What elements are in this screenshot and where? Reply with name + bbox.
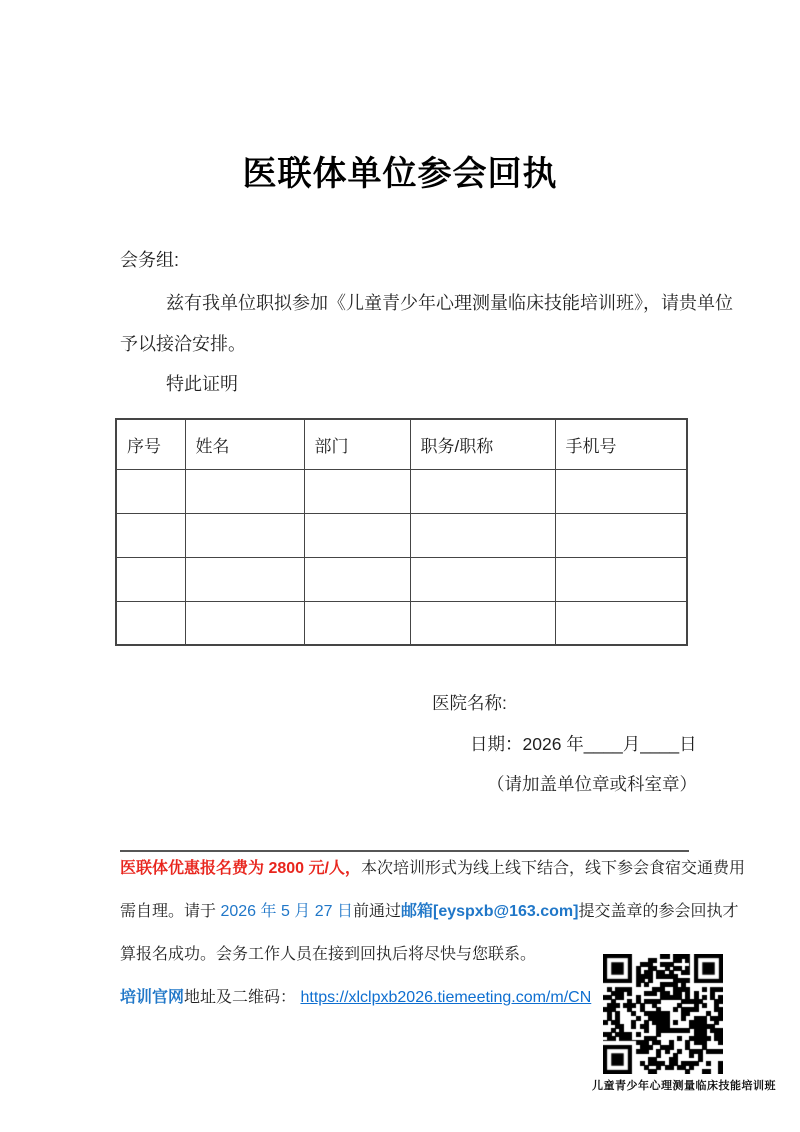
table-row: [116, 601, 687, 645]
page-title: 医联体单位参会回执: [242, 155, 558, 193]
deadline-date: 2026 年 5 月 27 日: [220, 903, 353, 920]
table-cell[interactable]: [410, 513, 555, 557]
footer-line4-text: 地址及二维码：: [184, 989, 301, 1006]
col-header-name: 姓名: [185, 419, 304, 469]
table-cell[interactable]: [555, 469, 687, 513]
table-cell[interactable]: [116, 469, 185, 513]
table-cell[interactable]: [185, 513, 304, 557]
table-cell[interactable]: [410, 557, 555, 601]
table-header-row: [116, 419, 687, 469]
col-header-department: 部门: [304, 419, 410, 469]
table-cell[interactable]: [304, 557, 410, 601]
table-cell[interactable]: [116, 557, 185, 601]
table-row: [116, 557, 687, 601]
website-link[interactable]: https://xlclpxb2026.tiemeeting.com/m/CN: [300, 989, 592, 1006]
table-cell[interactable]: [410, 469, 555, 513]
table-cell[interactable]: [410, 601, 555, 645]
section-divider: [120, 850, 689, 852]
table-row: [116, 469, 687, 513]
body-paragraph-line2: 予以接洽安排。: [120, 334, 246, 354]
hospital-name-label: 医院名称:: [432, 693, 507, 713]
col-header-index: 序号: [116, 419, 185, 469]
footer-line2: [120, 902, 738, 922]
table-row: [116, 513, 687, 557]
table-cell[interactable]: [304, 601, 410, 645]
qr-caption: 儿童青少年心理测量临床技能培训班: [592, 1080, 776, 1092]
footer-line1: [120, 859, 745, 879]
attendee-table-head: [116, 419, 687, 469]
footer-line1-text: 本次培训形式为线上线下结合，线下参会食宿交通费用: [360, 860, 745, 877]
footer-line3: 算报名成功。会务工作人员在接到回执后将尽快与您联系。: [120, 946, 537, 963]
salutation: 会务组:: [120, 250, 180, 270]
date-line: 日期：2026 年____月____日: [470, 734, 697, 754]
table-cell[interactable]: [185, 557, 304, 601]
col-header-phone: 手机号: [555, 419, 687, 469]
official-site-label: 培训官网: [120, 989, 185, 1006]
table-cell[interactable]: [555, 557, 687, 601]
table-cell[interactable]: [116, 513, 185, 557]
footer-line2-text3: 提交盖章的参会回执才: [578, 903, 739, 920]
table-cell[interactable]: [116, 601, 185, 645]
footer-line2-text2: 前通过: [352, 903, 401, 920]
table-cell[interactable]: [304, 469, 410, 513]
attendee-table-body: [116, 469, 687, 645]
seal-note: （请加盖单位章或科室章）: [487, 774, 697, 794]
col-header-position: 职务/职称: [410, 419, 555, 469]
attendee-table: [115, 418, 688, 646]
footer-line2-text1: 需自理。请于: [120, 903, 221, 920]
table-cell[interactable]: [304, 513, 410, 557]
closing-statement: 特此证明: [166, 374, 238, 394]
qr-code: [603, 954, 723, 1074]
email-link[interactable]: 邮箱[eyspxb@163.com]: [401, 903, 579, 920]
table-cell[interactable]: [555, 601, 687, 645]
fee-highlight: 医联体优惠报名费为 2800 元/人，: [120, 860, 361, 877]
body-paragraph-line1: 兹有我单位职拟参加《儿童青少年心理测量临床技能培训班》，请贵单位: [166, 293, 733, 313]
footer-line4: [120, 988, 591, 1008]
table-cell[interactable]: [185, 469, 304, 513]
table-cell[interactable]: [185, 601, 304, 645]
table-cell[interactable]: [555, 513, 687, 557]
